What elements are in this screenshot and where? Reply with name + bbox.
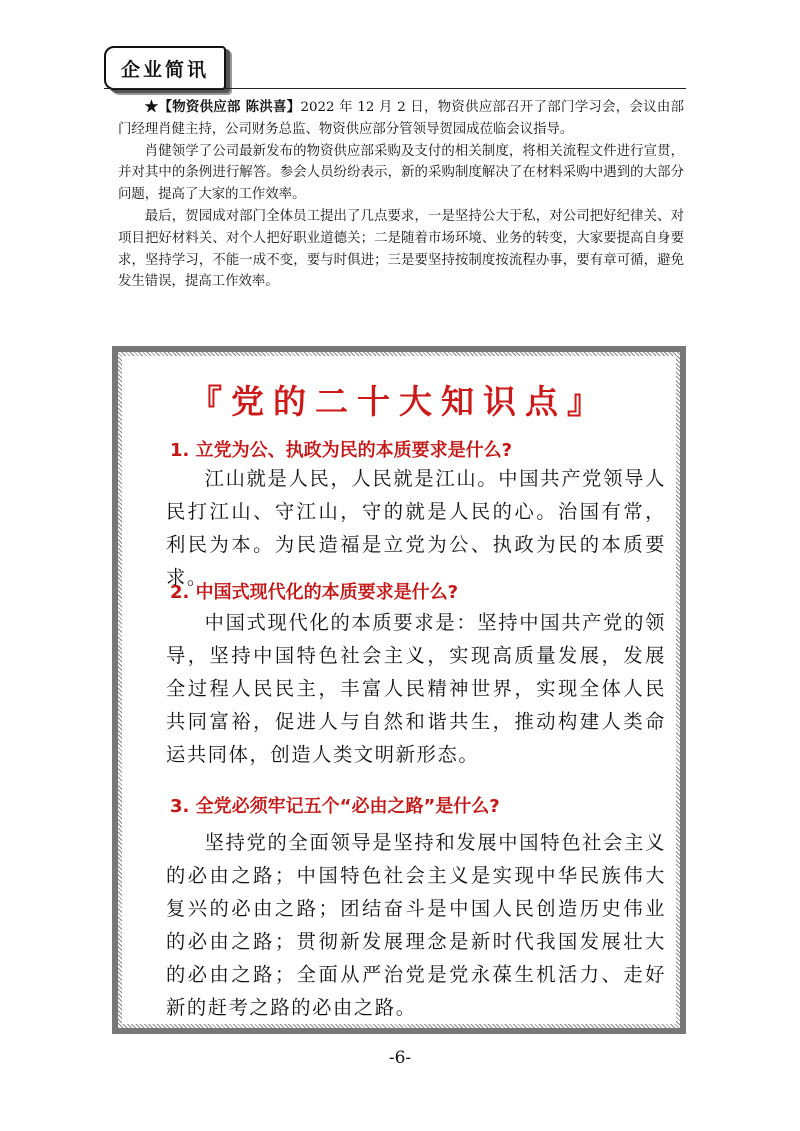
knowledge-title: 『党的二十大知识点』 xyxy=(189,382,609,421)
question-2: 2. 中国式现代化的本质要求是什么? xyxy=(170,582,459,603)
question-1: 1. 立党为公、执政为民的本质要求是什么? xyxy=(170,440,513,461)
answer-2 xyxy=(166,606,666,771)
page-number: -6- xyxy=(388,1048,412,1068)
news-article xyxy=(118,97,684,293)
news-paragraph-2: 肖健领学了公司最新发布的物资供应部采购及支付的相关制度，将相关流程文件进行宣贯，并对其中的条例进行解答。参会人员纷纷表示，新的采购制度解决了在材料采购中遇到的大部分问题，提高了大家的工作效率。 xyxy=(118,143,684,203)
answer-3-text: 坚持党的全面领导是坚持和发展中国特色社会主义的必由之路；中国特色社会主义是实现中华民族伟大复兴的必由之路；团结奋斗是中国人民创造历史伟业的必由之路；贯彻新发展理念是新时代我国发展壮大的必由之路；全面从严治党是党永葆生机活力、走好新的赶考之路的必由之路。 xyxy=(166,831,666,1019)
section-tab: 企业简讯 xyxy=(104,46,226,90)
knowledge-box xyxy=(112,346,686,1034)
news-lead: ★【物资供应部 陈洪喜】 xyxy=(144,99,301,115)
question-3: 3. 全党必须牢记五个“必由之路”是什么? xyxy=(170,796,500,817)
news-paragraph-1-text: 2022 年 12 月 2 日，物资供应部召开了部门学习会，会议由部门经理肖健主持，公司财务总监、物资供应部分管领导贺园成莅临会议指导。 xyxy=(118,100,684,137)
news-paragraph-1 xyxy=(118,97,684,141)
answer-2-text: 中国式现代化的本质要求是：坚持中国共产党的领导，坚持中国特色社会主义，实现高质量发展，发展全过程人民民主，丰富人民精神世界，实现全体人民共同富裕，促进人与自然和谐共生，推动构建人类命运共同体，创造人类文明新形态。 xyxy=(166,611,666,766)
answer-1 xyxy=(166,462,666,594)
knowledge-box-inner xyxy=(122,356,676,1024)
header-divider xyxy=(104,88,686,89)
news-paragraph-3: 最后，贺园成对部门全体员工提出了几点要求，一是坚持公大于私，对公司把好纪律关、对项目把好材料关、对个人把好职业道德关；二是随着市场环境、业务的转变，大家要提高自身要求，坚持学习，不能一成不变，要与时俱进；三是要坚持按制度按流程办事，要有章可循，避免发生错误，提高工作效率。 xyxy=(118,208,684,290)
answer-3 xyxy=(166,826,666,1024)
answer-1-text: 江山就是人民，人民就是江山。中国共产党领导人民打江山、守江山，守的就是人民的心。治国有常，利民为本。为民造福是立党为公、执政为民的本质要求。 xyxy=(166,467,666,589)
